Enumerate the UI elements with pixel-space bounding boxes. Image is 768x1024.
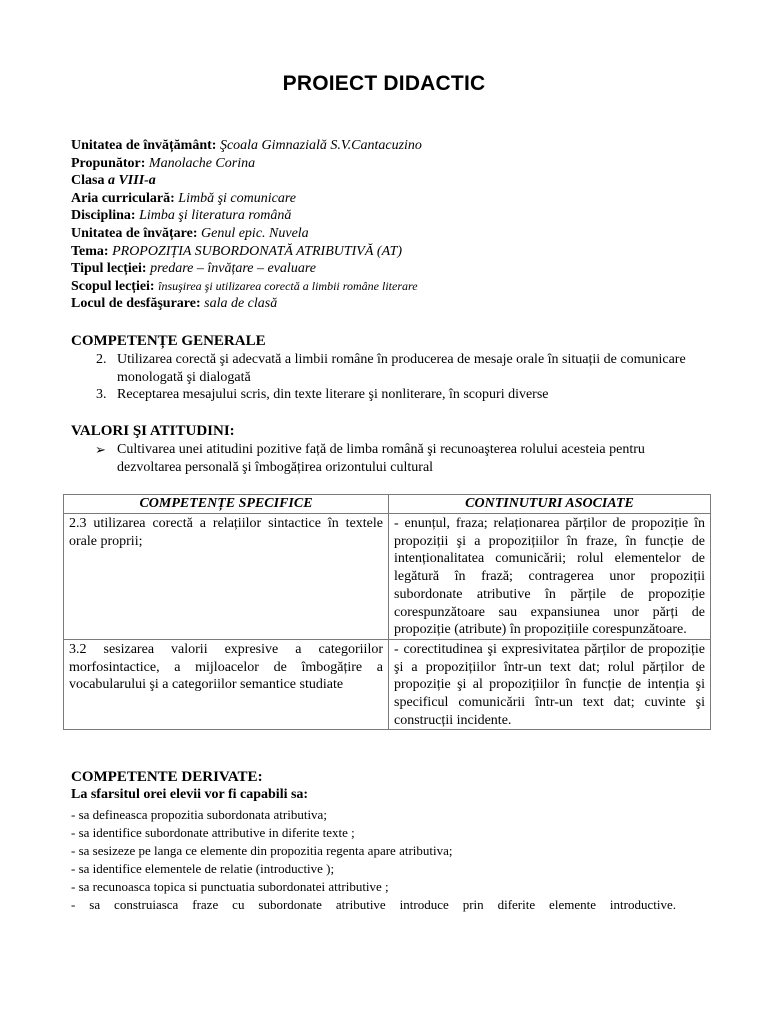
info-row-purpose: [71, 278, 422, 296]
derived-competences-heading: COMPETENTE DERIVATE:: [71, 769, 263, 785]
table-cell: 2.3 utilizarea corectă a relațiilor sintactice în textele orale proprii;: [64, 514, 389, 640]
page-title: PROIECT DIDACTIC: [282, 72, 486, 95]
info-value: PROPOZIȚIA SUBORDONATĂ ATRIBUTIVĂ (AT): [112, 243, 403, 259]
info-row-unit: [71, 225, 422, 243]
info-label: Tipul lecției:: [71, 261, 147, 277]
info-value: a VIII-a: [107, 173, 156, 189]
derived-competences-subheading: La sfarsitul orei elevii vor fi capabili sa:: [71, 787, 309, 802]
info-value: Manolache Corina: [148, 155, 256, 171]
table-cell: - enunțul, fraza; relaționarea părților de propoziție în propoziții şi a propozițiilor în fraze, în funcție de intenționalitatea comunicării; rolul elementelor de legătură în frază; contragerea unor propoziții subordonate atributive în părțile de propoziție corespunzătoare sau expansiunea unor părți de propoziție (atribute) în propozițiile corespunzătoare.: [389, 514, 711, 640]
competences-table: [63, 494, 711, 730]
info-row-theme: [71, 243, 422, 261]
list-item: - sa identifice subordonate attributive in diferite texte ;: [71, 825, 355, 840]
list-item: [71, 386, 711, 404]
info-row-location: [71, 295, 422, 313]
values-heading: VALORI ŞI ATITUDINI:: [71, 423, 235, 439]
info-value: însuşirea şi utilizarea corectă a limbii române literare: [158, 278, 418, 293]
table-row: [64, 514, 711, 640]
info-label: Clasa: [71, 173, 105, 189]
column-header: COMPETENȚE SPECIFICE: [64, 495, 389, 514]
info-row-teacher: [71, 155, 422, 173]
info-row-lesson-type: [71, 260, 422, 278]
info-label: Tema:: [71, 243, 109, 259]
derived-competences-list: [71, 806, 676, 914]
info-label: Aria curriculară:: [71, 190, 175, 206]
info-label: Locul de desfăşurare:: [71, 296, 201, 312]
info-label: Unitatea de învățământ:: [71, 138, 217, 153]
list-item: [71, 441, 711, 476]
list-item-text: Utilizarea corectă şi adecvată a limbii române în producerea de mesaje orale în situații de comunicare monologată şi dialogată: [117, 352, 686, 385]
list-item-number: 2.: [96, 352, 107, 367]
info-label: Propunător:: [71, 155, 146, 171]
info-row-area: [71, 190, 422, 208]
arrow-bullet-icon: ➢: [95, 442, 106, 457]
list-item: - sa recunoasca topica si punctuatia subordonatei attributive ;: [71, 879, 389, 894]
general-competences-heading: COMPETENȚE GENERALE: [71, 333, 266, 349]
general-competences-list: [71, 351, 711, 404]
list-item-text: Receptarea mesajului scris, din texte literare şi nonliterare, în scopuri diverse: [117, 387, 549, 403]
info-value: Limbă şi comunicare: [178, 190, 296, 206]
list-item: - sa construiasca fraze cu subordonate atributive introduce prin diferite elemente introductive.: [71, 897, 676, 912]
info-value: Limba şi literatura română: [139, 208, 292, 224]
table-cell: 3.2 sesizarea valorii expresive a categoriilor morfosintactice, a mijloacelor de îmbogățire a vocabularului şi a categoriilor semantice studiate: [64, 639, 389, 730]
info-label: Disciplina:: [71, 208, 136, 224]
column-header: CONTINUTURI ASOCIATE: [389, 495, 711, 514]
info-value: predare – învățare – evaluare: [150, 261, 316, 277]
list-item-number: 3.: [96, 387, 107, 403]
info-label: Scopul lecției:: [71, 278, 155, 294]
lesson-info: [71, 137, 422, 313]
table-header-row: [64, 495, 711, 514]
values-list: [71, 441, 711, 476]
info-value: Genul epic. Nuvela: [201, 225, 309, 241]
list-item: - sa defineasca propozitia subordonata atributiva;: [71, 807, 327, 822]
table-cell: - corectitudinea şi expresivitatea părților de propoziție şi a propozițiilor într-un text dat; rolul părților de propoziție şi al propozițiilor în funcție de intenția şi specificul comunicării într-un text dat; cuvinte şi construcții incidente.: [389, 639, 711, 730]
info-value: Şcoala Gimnazială S.V.Cantacuzino: [219, 138, 422, 153]
table-row: [64, 639, 711, 730]
info-row-discipline: [71, 207, 422, 225]
info-label: Unitatea de învățare:: [71, 225, 198, 241]
list-item: [71, 351, 711, 386]
list-item: - sa identifice elementele de relatie (introductive );: [71, 861, 335, 876]
list-item: - sa sesizeze pe langa ce elemente din propozitia regenta apare atributiva;: [71, 843, 453, 858]
info-row-class: [71, 172, 422, 190]
info-row-school: [71, 137, 422, 155]
list-item-text: Cultivarea unei atitudini pozitive față de limba română şi recunoaşterea rolului acesteia pentru dezvoltarea personală şi îmbogățirea orizontului cultural: [117, 442, 645, 475]
info-value: sala de clasă: [204, 296, 278, 312]
